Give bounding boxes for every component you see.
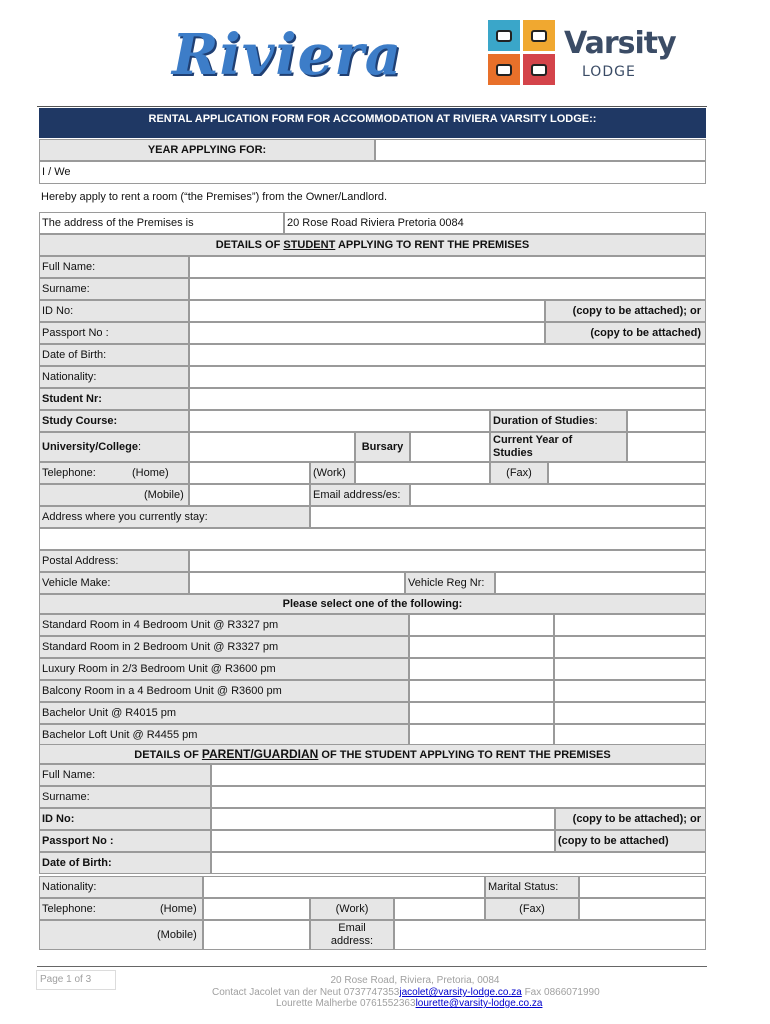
premises-address-value: 20 Rose Road Riviera Pretoria 0084 — [284, 212, 706, 234]
student-email-label: Email address/es: — [310, 484, 410, 506]
parent-dob-input[interactable] — [211, 852, 706, 874]
university-input[interactable] — [189, 432, 355, 462]
room-option-1-extra[interactable] — [554, 636, 706, 658]
student-id-input[interactable] — [189, 300, 545, 322]
parent-mobile-label: (Mobile) — [39, 920, 203, 950]
parent-full-name-label: Full Name: — [39, 764, 211, 786]
room-option-2-label: Luxury Room in 2/3 Bedroom Unit @ R3600 pm — [39, 658, 409, 680]
parent-passport-copy-note: (copy to be attached) — [555, 830, 706, 852]
parent-passport-label: Passport No : — [39, 830, 211, 852]
i-we-input[interactable] — [39, 183, 706, 185]
student-dob-input[interactable] — [189, 344, 706, 366]
student-id-label: ID No: — [39, 300, 189, 322]
parent-full-name-input[interactable] — [211, 764, 706, 786]
student-mobile-input[interactable] — [189, 484, 310, 506]
room-option-0-label: Standard Room in 4 Bedroom Unit @ R3327 pm — [39, 614, 409, 636]
room-option-3-select[interactable] — [409, 680, 554, 702]
postal-address-label: Postal Address: — [39, 550, 189, 572]
room-option-5-label: Bachelor Loft Unit @ R4455 pm — [39, 724, 409, 746]
room-option-1-label: Standard Room in 2 Bedroom Unit @ R3327 pm — [39, 636, 409, 658]
student-passport-label: Passport No : — [39, 322, 189, 344]
current-address-label: Address where you currently stay: — [39, 506, 310, 528]
page-number: Page 1 of 3 — [40, 974, 92, 985]
hereby-text: Hereby apply to rent a room (“the Premises”) from the Owner/Landlord. — [41, 191, 388, 203]
room-option-4-label: Bachelor Unit @ R4015 pm — [39, 702, 409, 724]
riviera-logo — [172, 22, 402, 92]
room-option-3-label: Balcony Room in a 4 Bedroom Unit @ R3600 pm — [39, 680, 409, 702]
room-option-4-extra[interactable] — [554, 702, 706, 724]
parent-fax-label: (Fax) — [485, 898, 579, 920]
study-course-input[interactable] — [189, 410, 490, 432]
student-home-phone-input[interactable] — [189, 462, 310, 484]
student-fax-input[interactable] — [548, 462, 706, 484]
parent-telephone-label: Telephone: (Home) — [39, 898, 203, 920]
student-nr-label: Student Nr: — [39, 388, 189, 410]
current-year-input[interactable] — [627, 432, 706, 462]
student-section-heading: DETAILS OF STUDENT APPLYING TO RENT THE PREMISES — [39, 234, 706, 256]
title-banner-text: RENTAL APPLICATION FORM FOR ACCOMMODATION AT RIVIERA VARSITY LODGE:: — [148, 113, 597, 125]
riviera-logo-text: Riviera — [172, 22, 403, 88]
title-banner — [39, 108, 706, 138]
room-option-2-select[interactable] — [409, 658, 554, 680]
student-home-label: (Home) — [132, 467, 169, 479]
duration-input[interactable] — [627, 410, 706, 432]
room-option-0-extra[interactable] — [554, 614, 706, 636]
parent-dob-label: Date of Birth: — [39, 852, 211, 874]
parent-work-label: (Work) — [310, 898, 394, 920]
parent-email-input[interactable] — [394, 920, 706, 950]
parent-passport-input[interactable] — [211, 830, 555, 852]
student-nationality-label: Nationality: — [39, 366, 189, 388]
footer-rule — [37, 966, 707, 967]
year-applying-input[interactable] — [375, 139, 706, 161]
university-label: University/College: — [39, 432, 189, 462]
vehicle-make-input[interactable] — [189, 572, 405, 594]
top-rule — [37, 106, 707, 107]
parent-nationality-label: Nationality: — [39, 876, 203, 898]
vehicle-reg-label: Vehicle Reg Nr: — [405, 572, 495, 594]
footer-contact-1: Contact Jacolet van der Neut 0737747353jacolet@varsity-lodge.co.za Fax 0866071990 — [212, 987, 600, 998]
student-passport-input[interactable] — [189, 322, 545, 344]
room-option-1-select[interactable] — [409, 636, 554, 658]
parent-mobile-input[interactable] — [203, 920, 310, 950]
parent-marital-input[interactable] — [579, 876, 706, 898]
room-options-heading: Please select one of the following: — [39, 594, 706, 614]
student-dob-label: Date of Birth: — [39, 344, 189, 366]
student-fax-label: (Fax) — [490, 462, 548, 484]
parent-home-phone-input[interactable] — [203, 898, 310, 920]
student-email-input[interactable] — [410, 484, 706, 506]
current-address-input-1[interactable] — [310, 506, 706, 528]
parent-fax-input[interactable] — [579, 898, 706, 920]
parent-id-copy-note: (copy to be attached); or — [555, 808, 706, 830]
room-option-0-select[interactable] — [409, 614, 554, 636]
student-nr-input[interactable] — [189, 388, 706, 410]
postal-address-input[interactable] — [189, 550, 706, 572]
room-option-5-extra[interactable] — [554, 724, 706, 746]
footer-address: 20 Rose Road, Riviera, Pretoria, 0084 — [330, 975, 500, 986]
student-work-label: (Work) — [310, 462, 355, 484]
study-course-label: Study Course: — [39, 410, 189, 432]
parent-surname-label: Surname: — [39, 786, 211, 808]
parent-id-label: ID No: — [39, 808, 211, 830]
current-address-input-2[interactable] — [39, 528, 706, 550]
parent-id-input[interactable] — [211, 808, 555, 830]
year-applying-label: YEAR APPLYING FOR: — [39, 139, 375, 161]
student-mobile-label: (Mobile) — [39, 484, 189, 506]
student-work-phone-input[interactable] — [355, 462, 490, 484]
varsity-lodge-logo — [488, 20, 676, 88]
student-passport-copy-note: (copy to be attached) — [545, 322, 706, 344]
varsity-logo-text: Varsity — [564, 26, 676, 61]
room-option-2-extra[interactable] — [554, 658, 706, 680]
parent-surname-input[interactable] — [211, 786, 706, 808]
i-we-label: I / We — [39, 161, 706, 184]
room-option-3-extra[interactable] — [554, 680, 706, 702]
premises-address-label: The address of the Premises is — [39, 212, 284, 234]
bursary-input[interactable] — [410, 432, 490, 462]
vehicle-reg-input[interactable] — [495, 572, 706, 594]
student-id-copy-note: (copy to be attached); or — [545, 300, 706, 322]
jacolet-email-link[interactable]: jacolet@varsity-lodge.co.za — [399, 987, 522, 998]
student-telephone-label: Telephone: (Home) — [39, 462, 189, 484]
student-full-name-label: Full Name: — [39, 256, 189, 278]
footer-contact-2: Lourette Malherbe 0761552363lourette@varsity-lodge.co.za — [276, 998, 543, 1009]
student-full-name-input[interactable] — [189, 256, 706, 278]
current-year-label: Current Year of Studies — [490, 432, 627, 462]
vehicle-make-label: Vehicle Make: — [39, 572, 189, 594]
parent-marital-label: Marital Status: — [485, 876, 579, 898]
parent-work-phone-input[interactable] — [394, 898, 485, 920]
student-nationality-input[interactable] — [189, 366, 706, 388]
lourette-email-link[interactable]: lourette@varsity-lodge.co.za — [415, 998, 543, 1009]
parent-email-label: Email address: — [310, 920, 394, 950]
student-surname-label: Surname: — [39, 278, 189, 300]
room-option-4-select[interactable] — [409, 702, 554, 724]
room-option-5-select[interactable] — [409, 724, 554, 746]
bursary-label: Bursary — [355, 432, 410, 462]
lodge-logo-text: LODGE — [582, 64, 636, 80]
logo-tile-grid-icon — [488, 20, 556, 86]
parent-section-heading: DETAILS OF PARENT/GUARDIAN OF THE STUDENT APPLYING TO RENT THE PREMISES — [39, 744, 706, 764]
parent-nationality-input[interactable] — [203, 876, 485, 898]
parent-home-label: (Home) — [160, 903, 197, 915]
duration-label: Duration of Studies: — [490, 410, 627, 432]
student-surname-input[interactable] — [189, 278, 706, 300]
